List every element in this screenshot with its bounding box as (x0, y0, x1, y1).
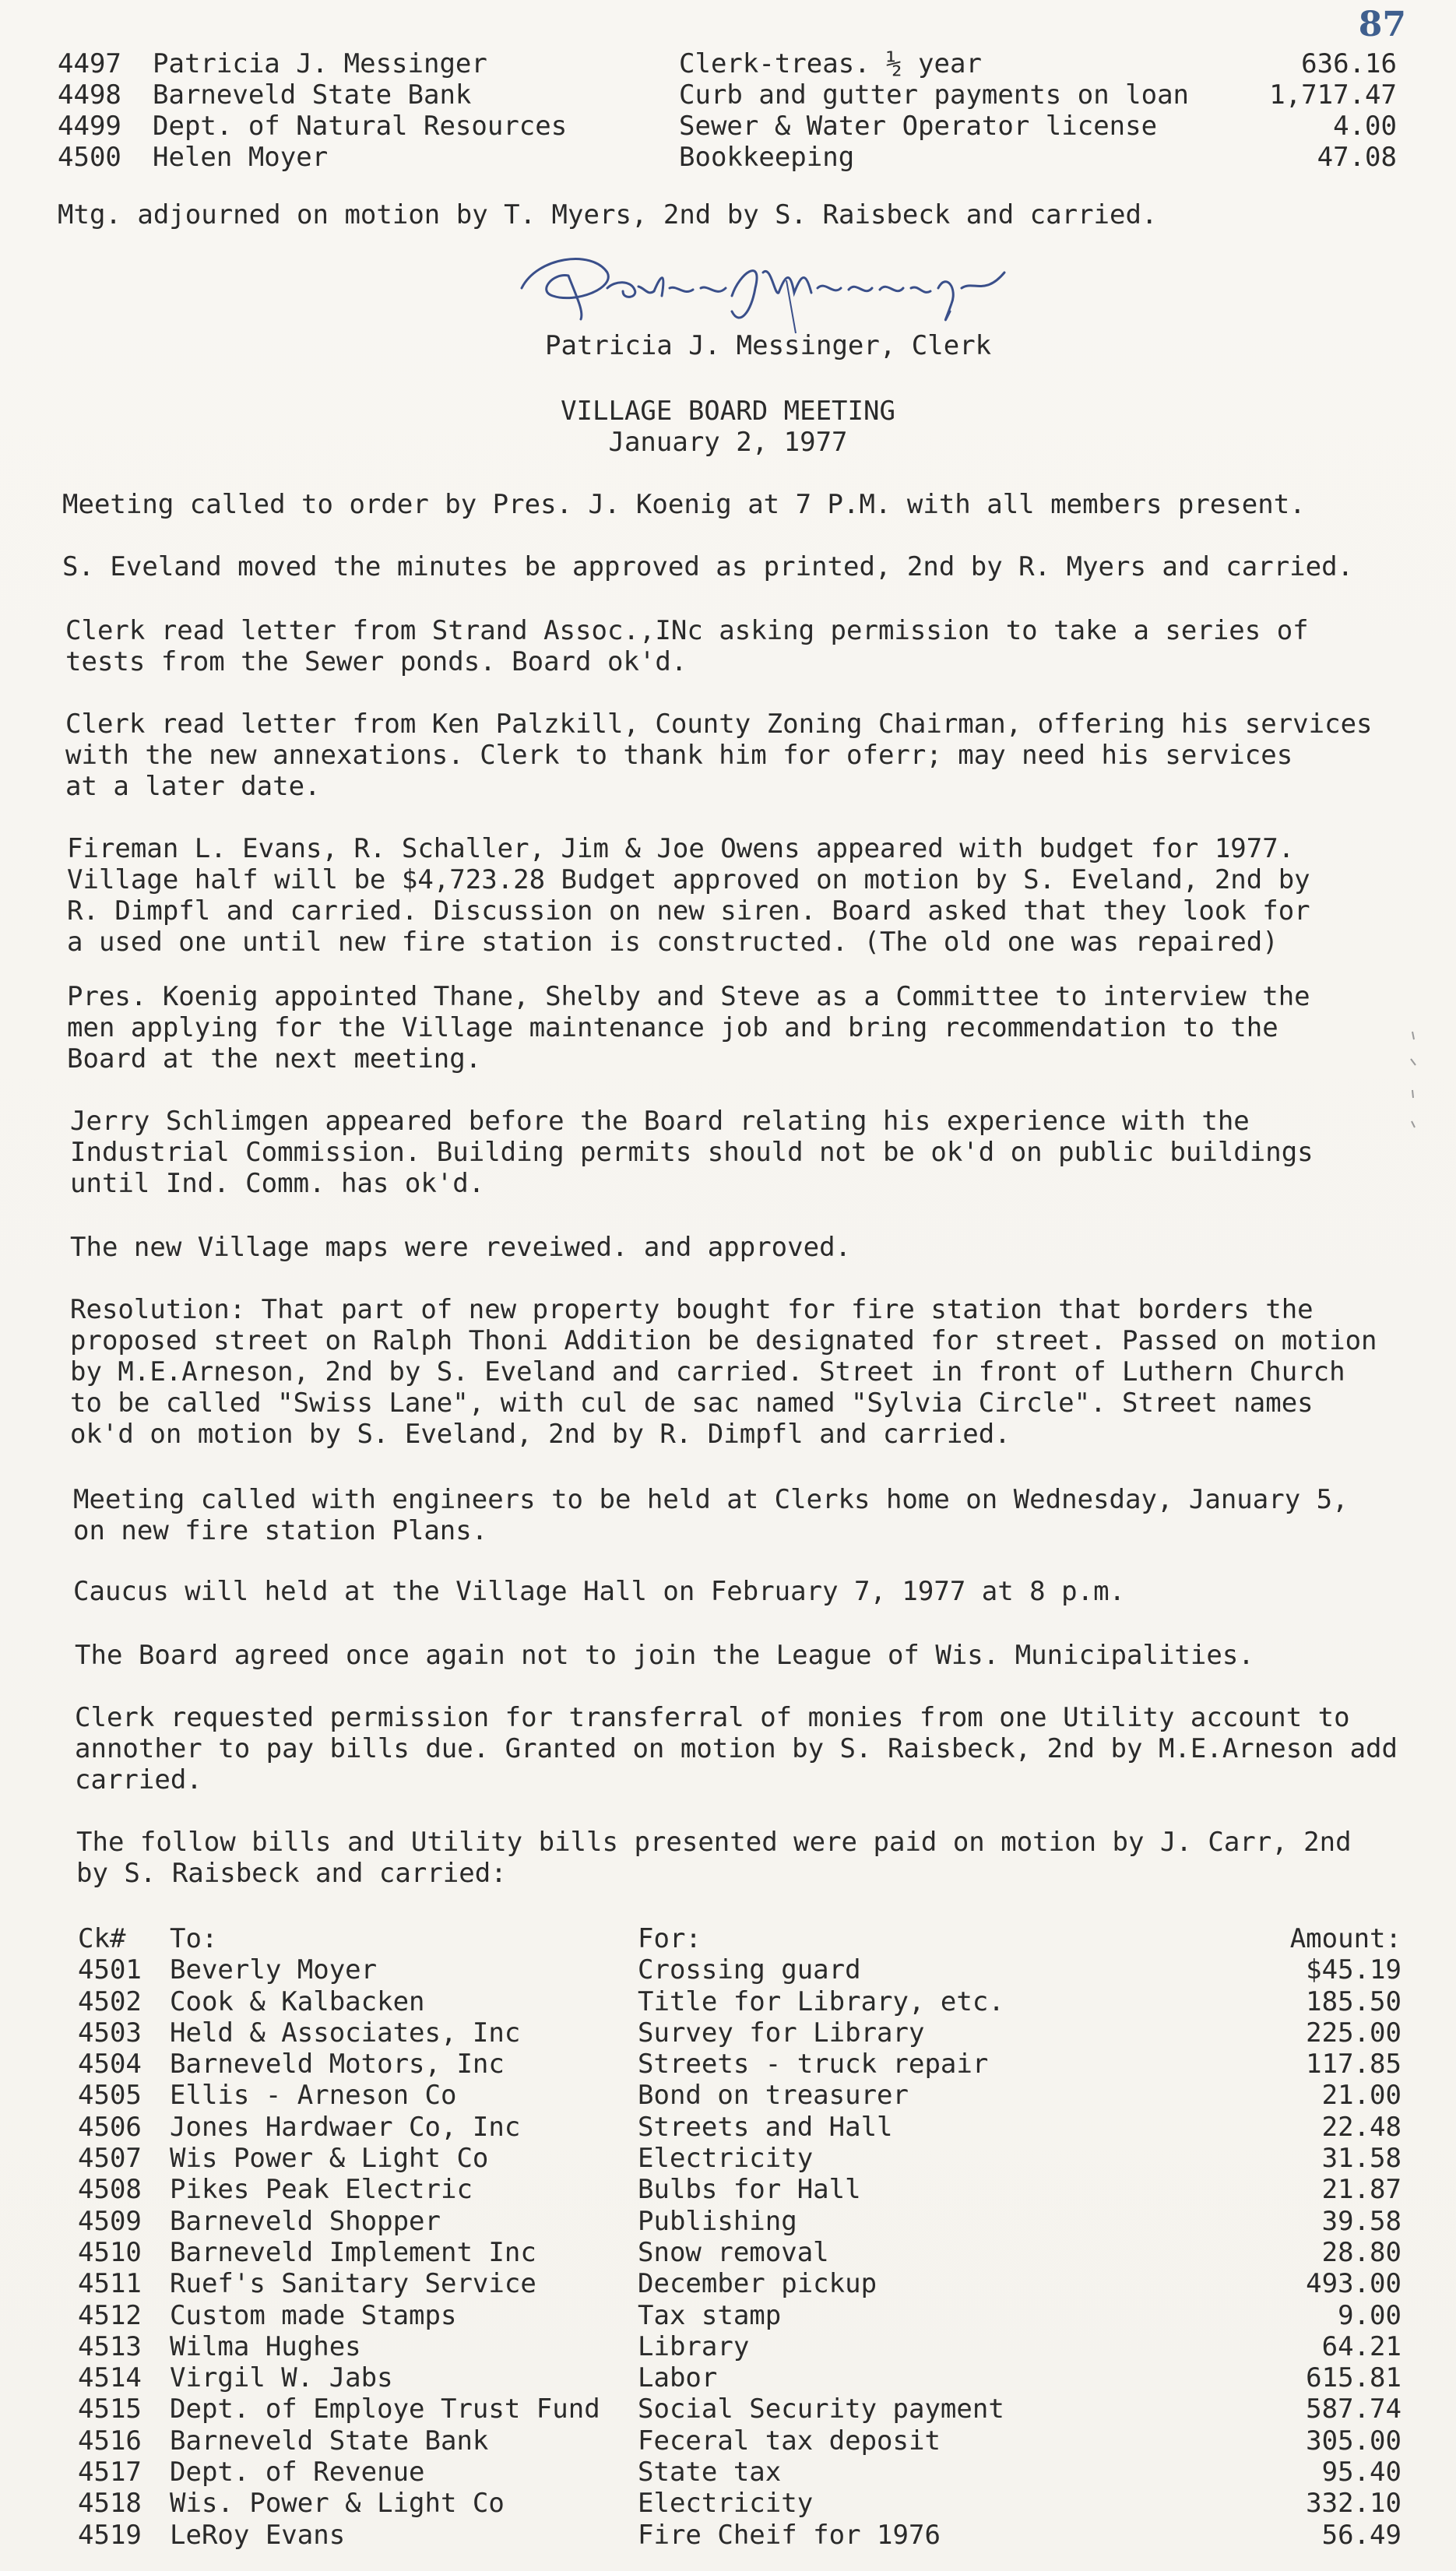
bill-purpose: Streets - truck repair (638, 2049, 989, 2080)
bill-amount: 225.00 (1306, 2017, 1401, 2049)
bill-check-number: 4516 (78, 2425, 142, 2457)
bill-purpose: December pickup (638, 2268, 877, 2300)
page-edge-marks (1401, 1028, 1425, 1184)
bill-row (78, 2049, 1401, 2080)
meeting-title: VILLAGE BOARD MEETING (561, 396, 895, 427)
bill-purpose: Electricity (638, 2143, 814, 2175)
bill-purpose: Survey for Library (638, 2017, 925, 2049)
bill-check-number: 4502 (78, 1985, 142, 2017)
bill-check-number: 4506 (78, 2111, 142, 2143)
minutes-paragraph: Clerk requested permission for transferral of monies from one Utility account to annother to pay bills due. Granted on motion by S. Raisbeck, 2nd by M.E.Arneson add carried. (75, 1702, 1398, 1795)
prior-bill-row (58, 111, 1397, 142)
minutes-paragraph: Caucus will held at the Village Hall on February 7, 1977 at 8 p.m. (73, 1576, 1126, 1607)
bill-payee: Custom made Stamps (170, 2299, 457, 2331)
minutes-paragraph: The Board agreed once again not to join the League of Wis. Municipalities. (75, 1640, 1254, 1671)
bill-row (78, 2393, 1401, 2425)
header-check-number: Ck# (78, 1923, 126, 1954)
bill-purpose: Crossing guard (638, 1954, 861, 1986)
bill-purpose: Fire Cheif for 1976 (638, 2519, 941, 2551)
bill-amount: 31.58 (1321, 2143, 1401, 2175)
bill-check-number: 4512 (78, 2299, 142, 2331)
bill-row (78, 2457, 1401, 2488)
bills-table (78, 1923, 1401, 2551)
bill-payee: Ellis - Arneson Co (170, 2080, 457, 2112)
bill-row (78, 2080, 1401, 2111)
bill-check-number: 4504 (78, 2049, 142, 2080)
bill-payee: Ruef's Sanitary Service (170, 2268, 536, 2300)
bill-purpose: Social Security payment (638, 2393, 1004, 2425)
prior-bill-payee: Helen Moyer (153, 142, 329, 173)
bill-check-number: 4517 (78, 2457, 142, 2488)
bill-row (78, 1954, 1401, 1985)
minutes-paragraph: Resolution: That part of new property bought for fire station that borders the proposed street on Ralph Thoni Addition be designated for street. Passed on motion by M.E.Arneson, 2nd by S. Eveland and carried. Street in front of Luthern Church to be called "Swiss Lane", with cul de sac named "Sylvia Circle". Street names ok'd on motion by S. Eveland, 2nd by R. Dimpfl and carried. (70, 1294, 1377, 1450)
bill-amount: 117.85 (1306, 2049, 1401, 2080)
minutes-paragraph: The new Village maps were reveiwed. and approved. (70, 1232, 852, 1263)
bill-amount: 95.40 (1321, 2457, 1401, 2488)
minutes-paragraph: S. Eveland moved the minutes be approved as printed, 2nd by R. Myers and carried. (62, 551, 1354, 582)
bill-row (78, 2268, 1401, 2299)
bill-check-number: 4514 (78, 2362, 142, 2394)
minutes-paragraph: Jerry Schlimgen appeared before the Board relating his experience with the Industrial Commission. Building permits should not be ok'd on public buildings until Ind. Comm. has ok'd. (70, 1106, 1314, 1199)
minutes-paragraph: Fireman L. Evans, R. Schaller, Jim & Joe Owens appeared with budget for 1977. Village half will be $4,723.28 Budget approved on motion by S. Eveland, 2nd by R. Dimpfl and carried. Discussion on new siren. Board asked that they look for a used one until new fire station is constructed. (The old one was repaired) (67, 833, 1310, 958)
bill-amount: 39.58 (1321, 2205, 1401, 2237)
bill-row (78, 1986, 1401, 2017)
bill-purpose: Snow removal (638, 2236, 829, 2268)
bill-row (78, 2237, 1401, 2268)
bill-row (78, 2174, 1401, 2205)
page-number: 87 (1358, 5, 1406, 44)
bill-check-number: 4518 (78, 2488, 142, 2520)
bill-check-number: 4511 (78, 2268, 142, 2300)
bill-amount: 587.74 (1306, 2393, 1401, 2425)
bill-purpose: Bulbs for Hall (638, 2174, 861, 2206)
bill-row (78, 2017, 1401, 2049)
prior-bill-check-number: 4498 (58, 79, 121, 111)
bill-payee: Jones Hardwaer Co, Inc (170, 2111, 521, 2143)
bills-header-row (78, 1923, 1401, 1954)
bill-purpose: Streets and Hall (638, 2111, 893, 2143)
prior-bill-amount: 4.00 (1333, 111, 1397, 142)
bill-payee: LeRoy Evans (170, 2519, 346, 2551)
prior-bill-purpose: Sewer & Water Operator license (679, 111, 1158, 142)
prior-bill-payee: Patricia J. Messinger (153, 48, 487, 79)
bill-purpose: Feceral tax deposit (638, 2425, 941, 2457)
clerk-name-line: Patricia J. Messinger, Clerk (545, 330, 992, 361)
bill-amount: 185.50 (1306, 1985, 1401, 2017)
bill-amount: 305.00 (1306, 2425, 1401, 2457)
bill-amount: 56.49 (1321, 2519, 1401, 2551)
adjournment-note: Mtg. adjourned on motion by T. Myers, 2nd by S. Raisbeck and carried. (58, 199, 1158, 230)
bill-payee: Dept. of Revenue (170, 2457, 425, 2488)
minutes-paragraph: Meeting called to order by Pres. J. Koenig at 7 P.M. with all members present. (62, 489, 1306, 520)
header-to: To: (170, 1923, 218, 1954)
prior-bill-purpose: Bookkeeping (679, 142, 855, 173)
bill-amount: 9.00 (1338, 2299, 1401, 2331)
bill-amount: 493.00 (1306, 2268, 1401, 2300)
minutes-paragraph: Clerk read letter from Ken Palzkill, County Zoning Chairman, offering his services with the new annexations. Clerk to thank him for oferr; may need his services at a later date. (65, 709, 1373, 802)
bill-check-number: 4507 (78, 2143, 142, 2175)
prior-bill-purpose: Clerk-treas. ½ year (679, 48, 982, 79)
bill-payee: Virgil W. Jabs (170, 2362, 393, 2394)
bill-payee: Wilma Hughes (170, 2330, 361, 2362)
minutes-paragraph: Clerk read letter from Strand Assoc.,INc asking permission to take a series of tests from the Sewer ponds. Board ok'd. (65, 615, 1309, 677)
prior-bill-check-number: 4499 (58, 111, 121, 142)
bill-payee: Wis Power & Light Co (170, 2143, 489, 2175)
bill-payee: Wis. Power & Light Co (170, 2488, 505, 2520)
bill-payee: Barneveld Implement Inc (170, 2236, 536, 2268)
bill-row (78, 2488, 1401, 2519)
header-for: For: (638, 1923, 702, 1954)
bill-row (78, 2206, 1401, 2237)
bill-purpose: Library (638, 2330, 750, 2362)
bill-purpose: Electricity (638, 2488, 814, 2520)
prior-bills-list (58, 48, 1397, 173)
bill-payee: Held & Associates, Inc (170, 2017, 521, 2049)
bill-check-number: 4510 (78, 2236, 142, 2268)
bill-payee: Barneveld Motors, Inc (170, 2049, 505, 2080)
bill-payee: Dept. of Employe Trust Fund (170, 2393, 600, 2425)
bill-amount: 28.80 (1321, 2236, 1401, 2268)
prior-bill-row (58, 48, 1397, 79)
bill-amount: 64.21 (1321, 2330, 1401, 2362)
bill-row (78, 2520, 1401, 2551)
bill-row (78, 2112, 1401, 2143)
header-amount: Amount: (1289, 1923, 1401, 1954)
bill-check-number: 4509 (78, 2205, 142, 2237)
bill-purpose: Title for Library, etc. (638, 1985, 1004, 2017)
prior-bill-payee: Dept. of Natural Resources (153, 111, 568, 142)
prior-bill-check-number: 4500 (58, 142, 121, 173)
bill-purpose: Labor (638, 2362, 718, 2394)
bill-purpose: State tax (638, 2457, 782, 2488)
bill-amount: 21.87 (1321, 2174, 1401, 2206)
bill-row (78, 2331, 1401, 2362)
clerk-signature (506, 241, 1051, 335)
prior-bill-payee: Barneveld State Bank (153, 79, 472, 111)
minutes-paragraph: Meeting called with engineers to be held at Clerks home on Wednesday, January 5, on new fire station Plans. (73, 1484, 1349, 1546)
bill-check-number: 4503 (78, 2017, 142, 2049)
bill-amount: $45.19 (1306, 1954, 1401, 1986)
bill-purpose: Tax stamp (638, 2299, 782, 2331)
bill-purpose: Publishing (638, 2205, 797, 2237)
bill-check-number: 4519 (78, 2519, 142, 2551)
bill-purpose: Bond on treasurer (638, 2080, 909, 2112)
minutes-paragraph: Pres. Koenig appointed Thane, Shelby and Steve as a Committee to interview the men applying for the Village maintenance job and bring recommendation to the Board at the next meeting. (67, 981, 1310, 1074)
prior-bill-row (58, 142, 1397, 173)
prior-bill-check-number: 4497 (58, 48, 121, 79)
bill-amount: 22.48 (1321, 2111, 1401, 2143)
prior-bill-amount: 1,717.47 (1269, 79, 1397, 111)
bill-check-number: 4513 (78, 2330, 142, 2362)
bill-amount: 615.81 (1306, 2362, 1401, 2394)
bill-payee: Cook & Kalbacken (170, 1985, 425, 2017)
prior-bill-amount: 636.16 (1301, 48, 1397, 79)
bill-row (78, 2143, 1401, 2174)
bill-amount: 332.10 (1306, 2488, 1401, 2520)
bill-check-number: 4515 (78, 2393, 142, 2425)
bill-payee: Beverly Moyer (170, 1954, 378, 1986)
bill-payee: Barneveld Shopper (170, 2205, 441, 2237)
bill-row (78, 2300, 1401, 2331)
bill-row (78, 2362, 1401, 2393)
prior-bill-purpose: Curb and gutter payments on loan (679, 79, 1190, 111)
prior-bill-amount: 47.08 (1317, 142, 1397, 173)
prior-bill-row (58, 79, 1397, 111)
bill-check-number: 4505 (78, 2080, 142, 2112)
minutes-paragraph: The follow bills and Utility bills presented were paid on motion by J. Carr, 2nd by S. Raisbeck and carried: (76, 1827, 1352, 1889)
bill-payee: Barneveld State Bank (170, 2425, 489, 2457)
bill-check-number: 4501 (78, 1954, 142, 1986)
bill-payee: Pikes Peak Electric (170, 2174, 473, 2206)
bill-check-number: 4508 (78, 2174, 142, 2206)
bill-amount: 21.00 (1321, 2080, 1401, 2112)
meeting-date: January 2, 1977 (608, 427, 848, 458)
bill-row (78, 2425, 1401, 2457)
